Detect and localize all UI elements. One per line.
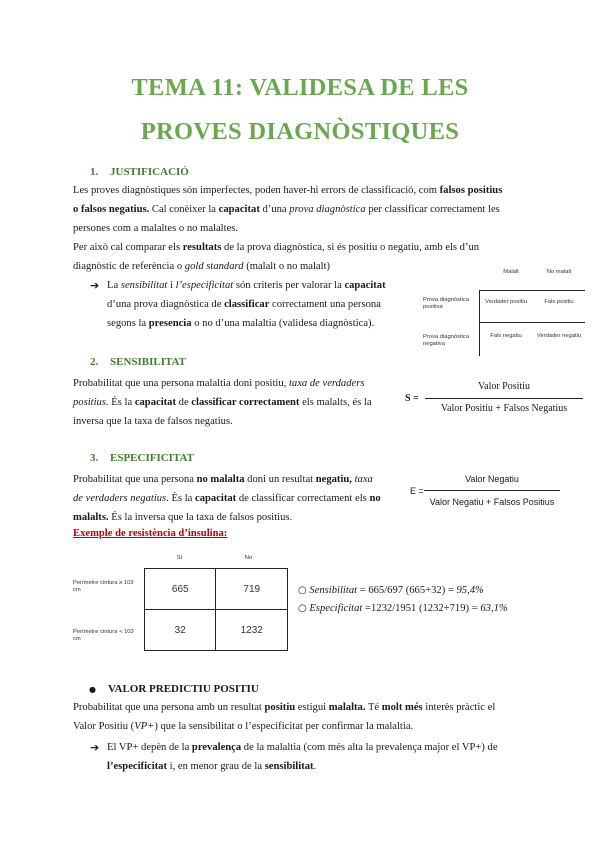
cell-tp: 665 bbox=[145, 569, 216, 610]
specificity-formula: E = Valor Negatiu Valor Negatiu + Falsos Positius bbox=[410, 472, 560, 514]
page-title-line2: PROVES DIAGNÒSTIQUES bbox=[140, 118, 460, 145]
diagnostic-matrix-image: Malalt No malalt Prova diagnòstica positiva Prova diagnòstica negativa Verdader positiu Fals positiu Fals negatiu Verdader negatiu bbox=[423, 266, 585, 358]
example-heading: Exemple de resistència d’insulina: bbox=[73, 528, 228, 539]
cell-fn: 32 bbox=[145, 610, 216, 651]
section3-paragraph: Probabilitat que una persona no malalta doni un resultat negatiu, taxa de verdaders negatius. És la capacitat de classificar correctament els no malalts. És la inversa que la taxa de falsos positius. bbox=[73, 474, 381, 523]
dot-bullet-icon: ● bbox=[89, 685, 96, 694]
circle-bullet-icon: ○ bbox=[298, 585, 307, 596]
sensitivity-formula: S = Valor Positiu Valor Positiu + Falsos Negatius bbox=[405, 378, 590, 420]
section4-paragraph: Probabilitat que una persona amb un resultat positiu estigui malalta. Té molt més interès pràctic el Valor Positiu (VP+) que la sensibilitat o l’especificitat per confirmar la malaltia. bbox=[73, 702, 496, 732]
section1-paragraph: Les proves diagnòstiques són imperfectes, poden haver-hi errors de classificació, com falsos positius o falsos negatius. Cal conèixer la capacitat d’una prova diagnòstica per classificar correctament les persones com a malaltes o no malaltes. Per això cal comparar els resultats de la prova diagnòstica, si és positiu o negatiu, amb els d’un diagnòstic de referència o gold standard (malalt o no malalt) bbox=[73, 185, 503, 272]
arrow-right-icon: ➔ bbox=[90, 279, 100, 292]
circle-bullet-icon: ○ bbox=[298, 603, 307, 614]
section2-paragraph: Probabilitat que una persona malaltia doni positiu, taxa de verdaders positius. És la capacitat de classificar correctament els malalts, és la inversa que la taxa de falsos negatius. bbox=[73, 378, 372, 427]
section4-bullet: El VP+ depèn de la prevalença de la malaltia (com més alta la prevalença major el VP+) de l’especificitat i, en menor grau de la sensibilitat. bbox=[107, 742, 498, 772]
insulin-example-table: Sí No Perímetre cintura ≥ 103 cm Perímetre cintura < 103 cm 665 719 32 1232 bbox=[73, 552, 288, 662]
section-heading-sensibilitat: 2. SENSIBILITAT bbox=[90, 356, 187, 368]
section1-bullet: La sensibilitat i l’especificitat són criteris per valorar la capacitat d’una prova diagnòstica de classificar correctament una persona segons la presencia o no d’una malaltia (validesa diagnòstica). bbox=[107, 280, 386, 329]
section-heading-justificacio: 1. JUSTIFICACIÓ bbox=[90, 166, 189, 178]
arrow-right-icon: ➔ bbox=[90, 741, 100, 754]
cell-tn: 1232 bbox=[216, 610, 288, 651]
section-heading-especificitat: 3. ESPECIFICITAT bbox=[90, 452, 194, 464]
section-heading-vpp: VALOR PREDICTIU POSITIU bbox=[108, 683, 259, 695]
example-results: ○ Sensibilitat = 665/697 (665+32) = 95,4% ○ Especificitat =1232/1951 (1232+719) = 63,1% bbox=[298, 585, 508, 614]
page-title-line1: TEMA 11: VALIDESA DE LES bbox=[131, 74, 469, 101]
cell-fp: 719 bbox=[216, 569, 288, 610]
